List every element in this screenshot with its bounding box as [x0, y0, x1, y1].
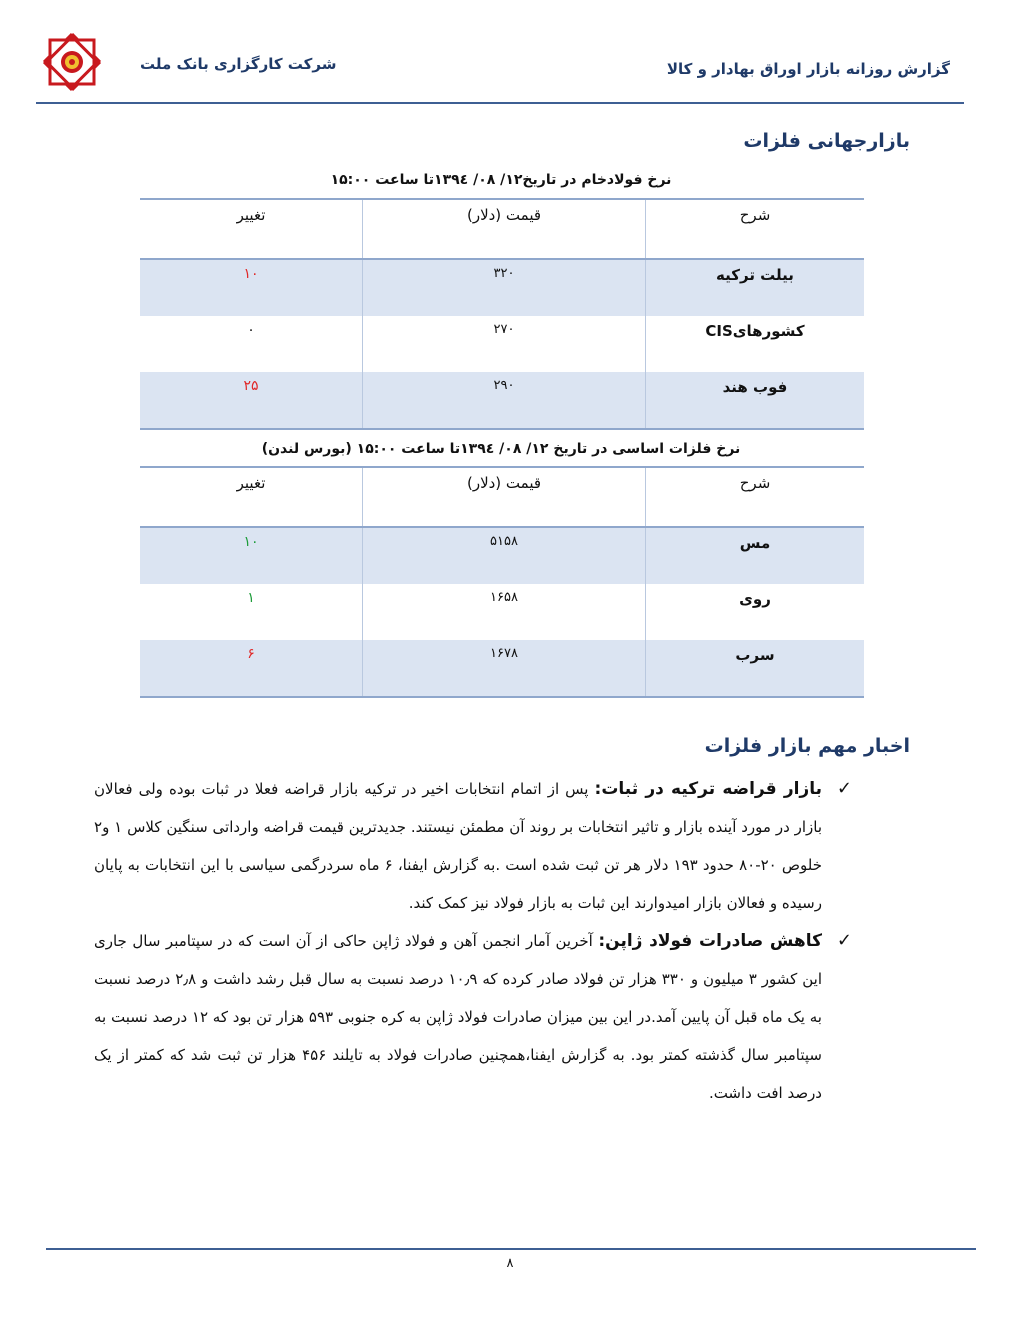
row-desc: فوب هند	[646, 372, 865, 429]
news-title: بازار قراضه ترکیه در ثبات:	[594, 779, 822, 799]
news-body: پس از اتمام انتخابات اخیر در ترکیه بازار قراضه فعلا در ثبات بوده ولی فعالان بازار در مورد آینده بازار و تاثیر انتخابات بر روند آن مطمئن نیستند. جدیدترین قیمت قراضه وارداتی سنگین کلاس ۱ و۲ خلوص ۲۰-۸۰ حدود ۱۹۳ دلار هر تن ثبت شده است .به گزارش ایفنا، ۶ ماه سردرگمی سیاسی با این انتخابات به پایان رسیده و فعالان بازار امیدوارند این ثبات به بازار فولاد نیز کمک کند.	[94, 780, 822, 912]
column-header-price: قیمت (دلار)	[363, 467, 646, 527]
table-header-row	[140, 467, 864, 527]
row-change: ۲۵	[140, 372, 363, 429]
column-header-price: قیمت (دلار)	[363, 199, 646, 259]
table-header-row	[140, 199, 864, 259]
column-header-change: تغییر	[140, 467, 363, 527]
table-row	[140, 372, 864, 429]
company-name: شرکت کارگزاری بانک ملت	[140, 55, 337, 73]
checkmark-icon: ✓	[836, 930, 852, 951]
row-change: ۱۰	[140, 259, 363, 316]
bank-mellat-logo-icon	[40, 30, 104, 94]
table-row	[140, 584, 864, 640]
row-desc: روی	[646, 584, 865, 640]
row-price: ۲۷۰	[363, 316, 646, 372]
row-desc: بیلت ترکیه	[646, 259, 865, 316]
row-desc: سرب	[646, 640, 865, 697]
report-title: گزارش روزانه بازار اوراق بهادار و کالا	[666, 60, 950, 78]
row-change: ۶	[140, 640, 363, 697]
steel-table-caption: نرخ فولادخام در تاریخ۱۲/ ۰۸/ ۱۳۹٤تا ساعت ۱۵:۰۰	[330, 172, 672, 188]
news-item	[94, 770, 852, 922]
base-metals-table-caption: نرخ فلزات اساسی در تاریخ ۱۲/ ۰۸/ ۱۳۹٤تا ساعت ۱۵:۰۰ (بورس لندن)	[261, 441, 741, 457]
row-change: ۰	[247, 322, 255, 338]
row-price: ۱۶۵۸	[363, 584, 646, 640]
column-header-change: تغییر	[140, 199, 363, 259]
news-item	[94, 922, 852, 1112]
news-list	[94, 770, 852, 1112]
section-heading-global-metals: بازارجهانی فلزات	[743, 130, 910, 152]
row-price: ۲۹۰	[363, 372, 646, 429]
steel-price-table	[140, 198, 864, 430]
table-row	[140, 640, 864, 697]
column-header-desc: شرح	[646, 199, 865, 259]
row-price: ۳۲۰	[363, 259, 646, 316]
news-title: کاهش صادرات فولاد ژاپن:	[598, 931, 822, 951]
table-row	[140, 316, 864, 372]
header-divider	[36, 102, 964, 104]
table-row	[140, 259, 864, 316]
table-row	[140, 527, 864, 584]
column-header-desc: شرح	[646, 467, 865, 527]
row-price: ۵۱۵۸	[363, 527, 646, 584]
row-desc: کشورهایCIS	[646, 316, 865, 372]
row-price: ۱۶۷۸	[363, 640, 646, 697]
row-change: ۱۰	[140, 527, 363, 584]
section-heading-news: اخبار مهم بازار فلزات	[704, 735, 910, 757]
base-metals-price-table	[140, 466, 864, 698]
checkmark-icon: ✓	[836, 778, 852, 799]
row-change: ۱	[247, 590, 255, 606]
page-number: ۸	[506, 1256, 514, 1271]
news-body: آخرین آمار انجمن آهن و فولاد ژاپن حاکی از آن است که در سپتامبر سال جاری این کشور ۳ میلیون و ۳۳۰ هزار تن فولاد صادر کرده که ۱۰٫۹ درصد نسبت به سال قبل رشد داشت و ۲٫۸ درصد نسبت به یک ماه قبل آن پایین آمد.در این بین میزان صادرات فولاد ژاپن به کره جنوبی ۵۹۳ هزار تن بود که ۱۲ درصد نسبت به سپتامبر سال گذشته کمتر بود. به گزارش ایفنا،همچنین صادرات فولاد به تایلند ۴۵۶ هزار تن ثبت شد که کمتر از یک درصد افت داشت.	[94, 932, 822, 1102]
footer-divider	[46, 1248, 976, 1250]
row-desc: مس	[646, 527, 865, 584]
page-header	[0, 0, 1020, 110]
